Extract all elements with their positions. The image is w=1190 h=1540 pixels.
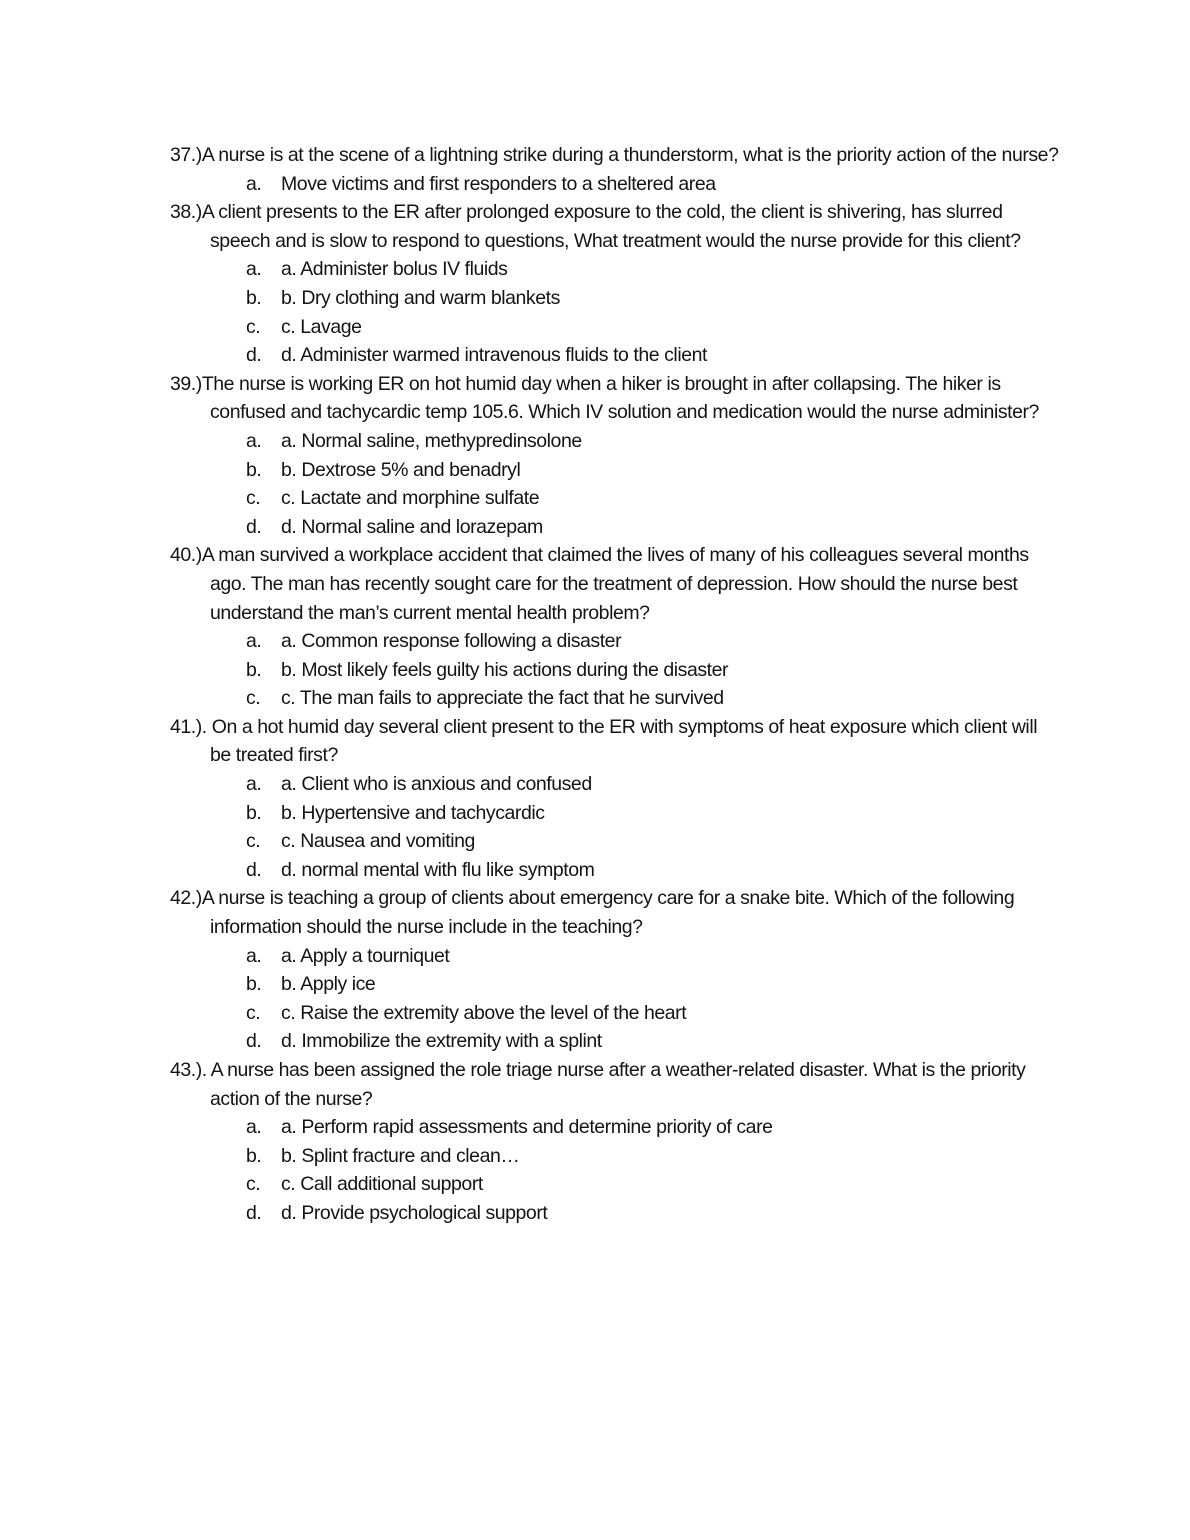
option-text: c. Nausea and vomiting xyxy=(281,830,475,853)
option-text: b. Apply ice xyxy=(281,973,376,996)
question-number: 42.) xyxy=(170,887,202,910)
question-text xyxy=(170,141,1062,170)
question-text xyxy=(170,198,1062,255)
option-text: c. Lavage xyxy=(281,315,362,338)
option-item xyxy=(246,1113,1062,1142)
question-body: A man survived a workplace accident that claimed the lives of many of his colleagues several months ago. The man has recently sought care for the treatment of depression. How should the nurse best understand the man’s current mental health problem? xyxy=(201,544,1029,624)
option-text: d. Provide psychological support xyxy=(281,1201,548,1224)
question-number: 40.) xyxy=(170,544,202,567)
option-item xyxy=(246,284,1062,313)
option-text: d. Normal saline and lorazepam xyxy=(281,515,543,538)
option-text: c. Lactate and morphine sulfate xyxy=(281,487,540,510)
option-item xyxy=(246,627,1062,656)
option-item xyxy=(246,341,1062,370)
option-text: a. Administer bolus IV fluids xyxy=(281,258,508,281)
option-item xyxy=(246,942,1062,971)
option-letter: b. xyxy=(246,458,262,481)
option-letter: d. xyxy=(246,1030,262,1053)
question-text xyxy=(170,1056,1062,1113)
option-item xyxy=(246,799,1062,828)
option-item xyxy=(246,170,1062,199)
option-letter: b. xyxy=(246,658,262,681)
option-item xyxy=(246,684,1062,713)
option-item xyxy=(246,313,1062,342)
question-item xyxy=(140,1056,1062,1228)
option-letter: a. xyxy=(246,1116,262,1139)
question-number: 38.) xyxy=(170,201,202,224)
option-item xyxy=(246,456,1062,485)
option-text: b. Dextrose 5% and benadryl xyxy=(281,458,521,481)
option-letter: d. xyxy=(246,515,262,538)
question-text xyxy=(170,370,1062,427)
option-item xyxy=(246,770,1062,799)
option-letter: a. xyxy=(246,172,262,195)
option-letter: a. xyxy=(246,944,262,967)
option-letter: b. xyxy=(246,286,262,309)
option-item xyxy=(246,1199,1062,1228)
option-letter: a. xyxy=(246,630,262,653)
question-number: 39.) xyxy=(170,372,202,395)
option-letter: b. xyxy=(246,1144,262,1167)
option-text: b. Dry clothing and warm blankets xyxy=(281,286,560,309)
option-item xyxy=(246,856,1062,885)
option-text: a. Apply a tourniquet xyxy=(281,944,450,967)
option-letter: c. xyxy=(246,1173,261,1196)
option-item xyxy=(246,1142,1062,1171)
question-item xyxy=(140,370,1062,542)
question-number: 41.). xyxy=(170,715,207,738)
option-letter: d. xyxy=(246,858,262,881)
option-text: b. Splint fracture and clean… xyxy=(281,1144,520,1167)
option-text: d. Administer warmed intravenous fluids to the client xyxy=(281,344,707,367)
option-text: Move victims and first responders to a sheltered area xyxy=(281,172,716,195)
question-body: On a hot humid day several client present to the ER with symptoms of heat exposure which client will be treated first? xyxy=(206,715,1038,767)
option-letter: a. xyxy=(246,429,262,452)
option-text: a. Perform rapid assessments and determine priority of care xyxy=(281,1116,773,1139)
option-letter: d. xyxy=(246,344,262,367)
question-number: 43.). xyxy=(170,1059,207,1081)
option-letter: a. xyxy=(246,773,262,796)
option-item xyxy=(246,827,1062,856)
option-text: c. Raise the extremity above the level of the heart xyxy=(281,1001,687,1024)
option-letter: b. xyxy=(246,973,262,996)
question-body: A nurse is at the scene of a lightning strike during a thunderstorm, what is the priority action of the nurse? xyxy=(201,144,1059,166)
option-letter: c. xyxy=(246,315,261,338)
option-item xyxy=(246,513,1062,542)
option-text: d. Immobilize the extremity with a splint xyxy=(281,1030,602,1053)
option-item xyxy=(246,427,1062,456)
option-text: a. Common response following a disaster xyxy=(281,630,622,653)
option-item xyxy=(246,656,1062,685)
option-letter: d. xyxy=(246,1201,262,1224)
question-item xyxy=(140,198,1062,370)
option-item xyxy=(246,1170,1062,1199)
question-number: 37.) xyxy=(170,144,202,166)
question-text xyxy=(170,541,1062,627)
question-text xyxy=(170,713,1062,770)
option-item xyxy=(246,970,1062,999)
option-item xyxy=(246,255,1062,284)
option-text: a. Client who is anxious and confused xyxy=(281,773,592,796)
question-body: The nurse is working ER on hot humid day when a hiker is brought in after collapsing. The hiker is confused and tachycardic temp 105.6. Which IV solution and medication would the nurse administer? xyxy=(201,372,1039,424)
question-body: A client presents to the ER after prolonged exposure to the cold, the client is shivering, has slurred speech and is slow to respond to questions, What treatment would the nurse provide for this client? xyxy=(201,201,1021,252)
option-text: a. Normal saline, methypredinsolone xyxy=(281,429,582,452)
option-item xyxy=(246,999,1062,1028)
question-item xyxy=(140,141,1062,198)
question-item xyxy=(140,541,1062,713)
option-text: d. normal mental with flu like symptom xyxy=(281,858,595,881)
question-item xyxy=(140,713,1062,885)
option-text: b. Most likely feels guilty his actions during the disaster xyxy=(281,658,729,681)
option-letter: c. xyxy=(246,830,261,853)
option-letter: c. xyxy=(246,487,261,510)
questions-list xyxy=(140,141,1062,1228)
option-letter: a. xyxy=(246,258,262,281)
question-body: A nurse is teaching a group of clients about emergency care for a snake bite. Which of the following information should the nurse include in the teaching? xyxy=(201,887,1015,939)
option-letter: c. xyxy=(246,687,261,710)
option-item xyxy=(246,1027,1062,1056)
question-text xyxy=(170,884,1062,941)
option-text: b. Hypertensive and tachycardic xyxy=(281,801,545,824)
option-text: c. Call additional support xyxy=(281,1173,483,1196)
option-letter: b. xyxy=(246,801,262,824)
question-body: A nurse has been assigned the role triage nurse after a weather-related disaster. What is the priority action of the nurse? xyxy=(206,1059,1026,1110)
option-item xyxy=(246,484,1062,513)
question-item xyxy=(140,884,1062,1056)
option-text: c. The man fails to appreciate the fact that he survived xyxy=(281,687,724,710)
option-letter: c. xyxy=(246,1001,261,1024)
